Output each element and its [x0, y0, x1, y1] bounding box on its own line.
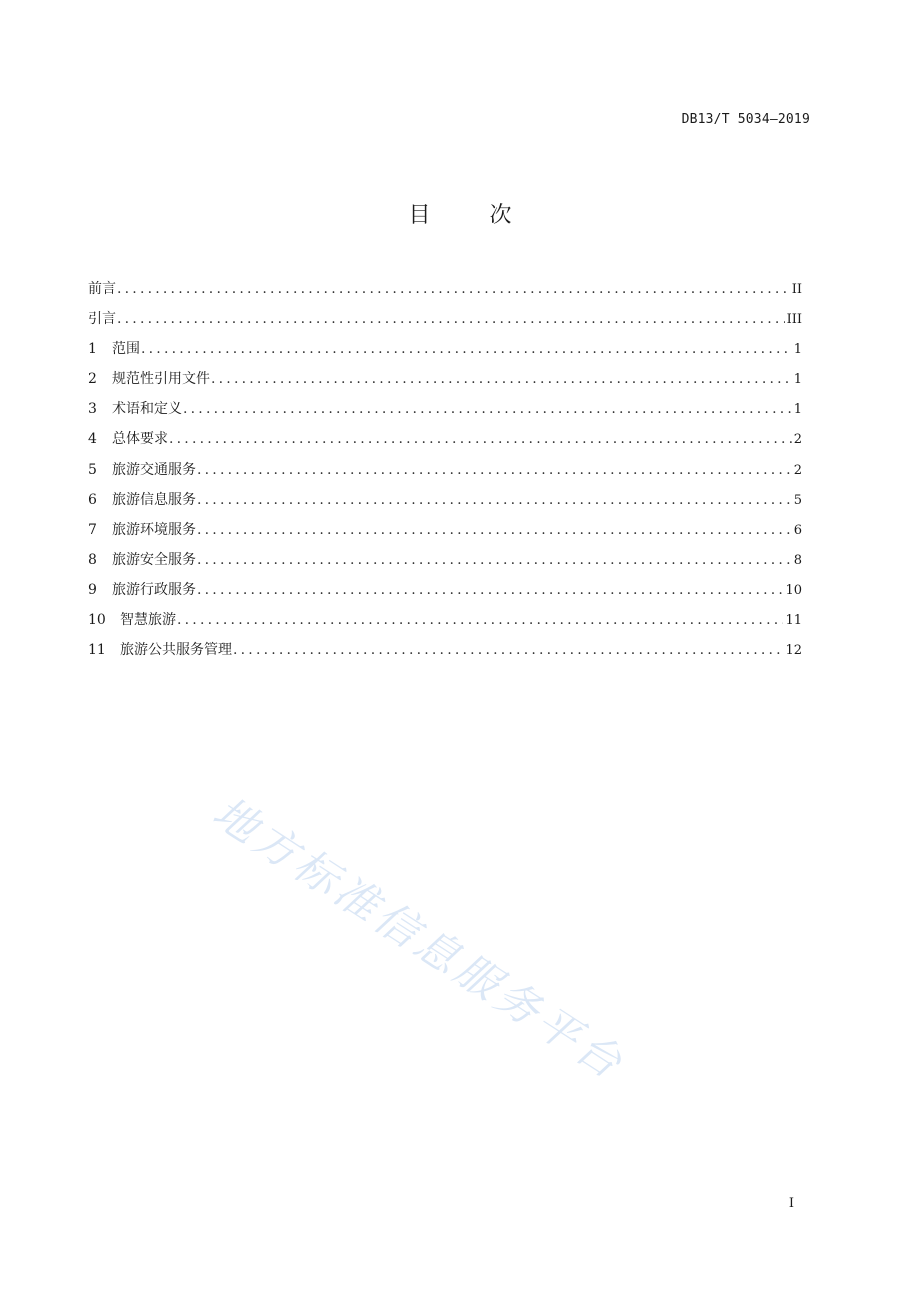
toc-entry-number: 2 [88, 371, 97, 388]
toc-entry-7[interactable] [88, 519, 802, 549]
toc-entry-10[interactable] [88, 609, 802, 639]
toc-entry-number: 9 [88, 581, 97, 598]
toc-entry-label: 规范性引用文件 [112, 371, 210, 388]
toc-dot-leader [197, 519, 792, 541]
toc-entry-page: 1 [793, 372, 802, 388]
toc-entry-number: 3 [88, 401, 97, 418]
toc-entry-label: 智慧旅游 [120, 612, 176, 629]
toc-entry-label: 旅游行政服务 [112, 581, 196, 598]
toc-entry-label: 旅游安全服务 [112, 551, 196, 568]
toc-entry-introduction[interactable] [88, 308, 802, 338]
toc-entry-label: 旅游信息服务 [112, 491, 196, 508]
toc-entry-page: II [791, 282, 802, 297]
toc-entry-page: 8 [793, 552, 802, 568]
toc-dot-leader [197, 459, 792, 481]
toc-dot-leader [117, 308, 785, 330]
toc-entry-1[interactable] [88, 338, 802, 368]
toc-entry-5[interactable] [88, 459, 802, 489]
table-of-contents [88, 278, 802, 669]
toc-dot-leader [117, 278, 790, 300]
watermark: 地方标准信息服务平台 [203, 787, 634, 1091]
toc-entry-page: III [786, 312, 802, 328]
toc-entry-label: 术语和定义 [112, 401, 182, 418]
toc-dot-leader [183, 398, 792, 420]
toc-entry-page: 2 [793, 462, 802, 478]
toc-entry-page: 6 [793, 522, 802, 538]
toc-dot-leader [197, 489, 792, 511]
toc-dot-leader [197, 549, 792, 571]
toc-entry-9[interactable] [88, 579, 802, 609]
toc-dot-leader [197, 579, 783, 601]
toc-entry-8[interactable] [88, 549, 802, 579]
toc-entry-page: 1 [793, 342, 802, 358]
toc-dot-leader [233, 639, 783, 661]
toc-entry-page: 1 [793, 402, 802, 418]
toc-entry-page: 5 [793, 492, 802, 508]
toc-entry-number: 6 [88, 491, 97, 508]
toc-entry-number: 10 [88, 612, 106, 629]
toc-entry-number: 1 [88, 341, 97, 358]
toc-dot-leader [211, 368, 792, 390]
toc-dot-leader [169, 428, 792, 450]
toc-entry-label: 总体要求 [112, 431, 168, 448]
toc-entry-number: 11 [88, 642, 106, 659]
toc-entry-label: 范围 [112, 341, 140, 358]
toc-entry-page: 2 [793, 432, 802, 448]
toc-entry-number: 4 [88, 431, 97, 448]
toc-entry-3[interactable] [88, 398, 802, 428]
toc-entry-label: 前言 [88, 281, 116, 297]
toc-entry-label: 旅游公共服务管理 [120, 642, 232, 659]
toc-entry-number: 8 [88, 551, 97, 568]
toc-entry-4[interactable] [88, 428, 802, 458]
toc-dot-leader [141, 338, 792, 360]
toc-entry-page: 12 [785, 643, 802, 659]
toc-entry-page: 11 [785, 613, 802, 629]
toc-entry-6[interactable] [88, 489, 802, 519]
toc-entry-label: 引言 [88, 311, 116, 328]
toc-entry-foreword[interactable] [88, 278, 802, 308]
toc-dot-leader [177, 609, 783, 631]
toc-entry-label: 旅游环境服务 [112, 521, 196, 538]
toc-entry-2[interactable] [88, 368, 802, 398]
toc-entry-label: 旅游交通服务 [112, 461, 196, 478]
toc-title: 目 次 [408, 203, 538, 228]
toc-entry-11[interactable] [88, 639, 802, 669]
toc-entry-page: 10 [785, 582, 802, 598]
page-number: I [788, 1196, 794, 1211]
toc-entry-number: 7 [88, 521, 97, 538]
toc-entry-number: 5 [88, 461, 97, 478]
standard-code: DB13/T 5034—2019 [681, 112, 810, 127]
